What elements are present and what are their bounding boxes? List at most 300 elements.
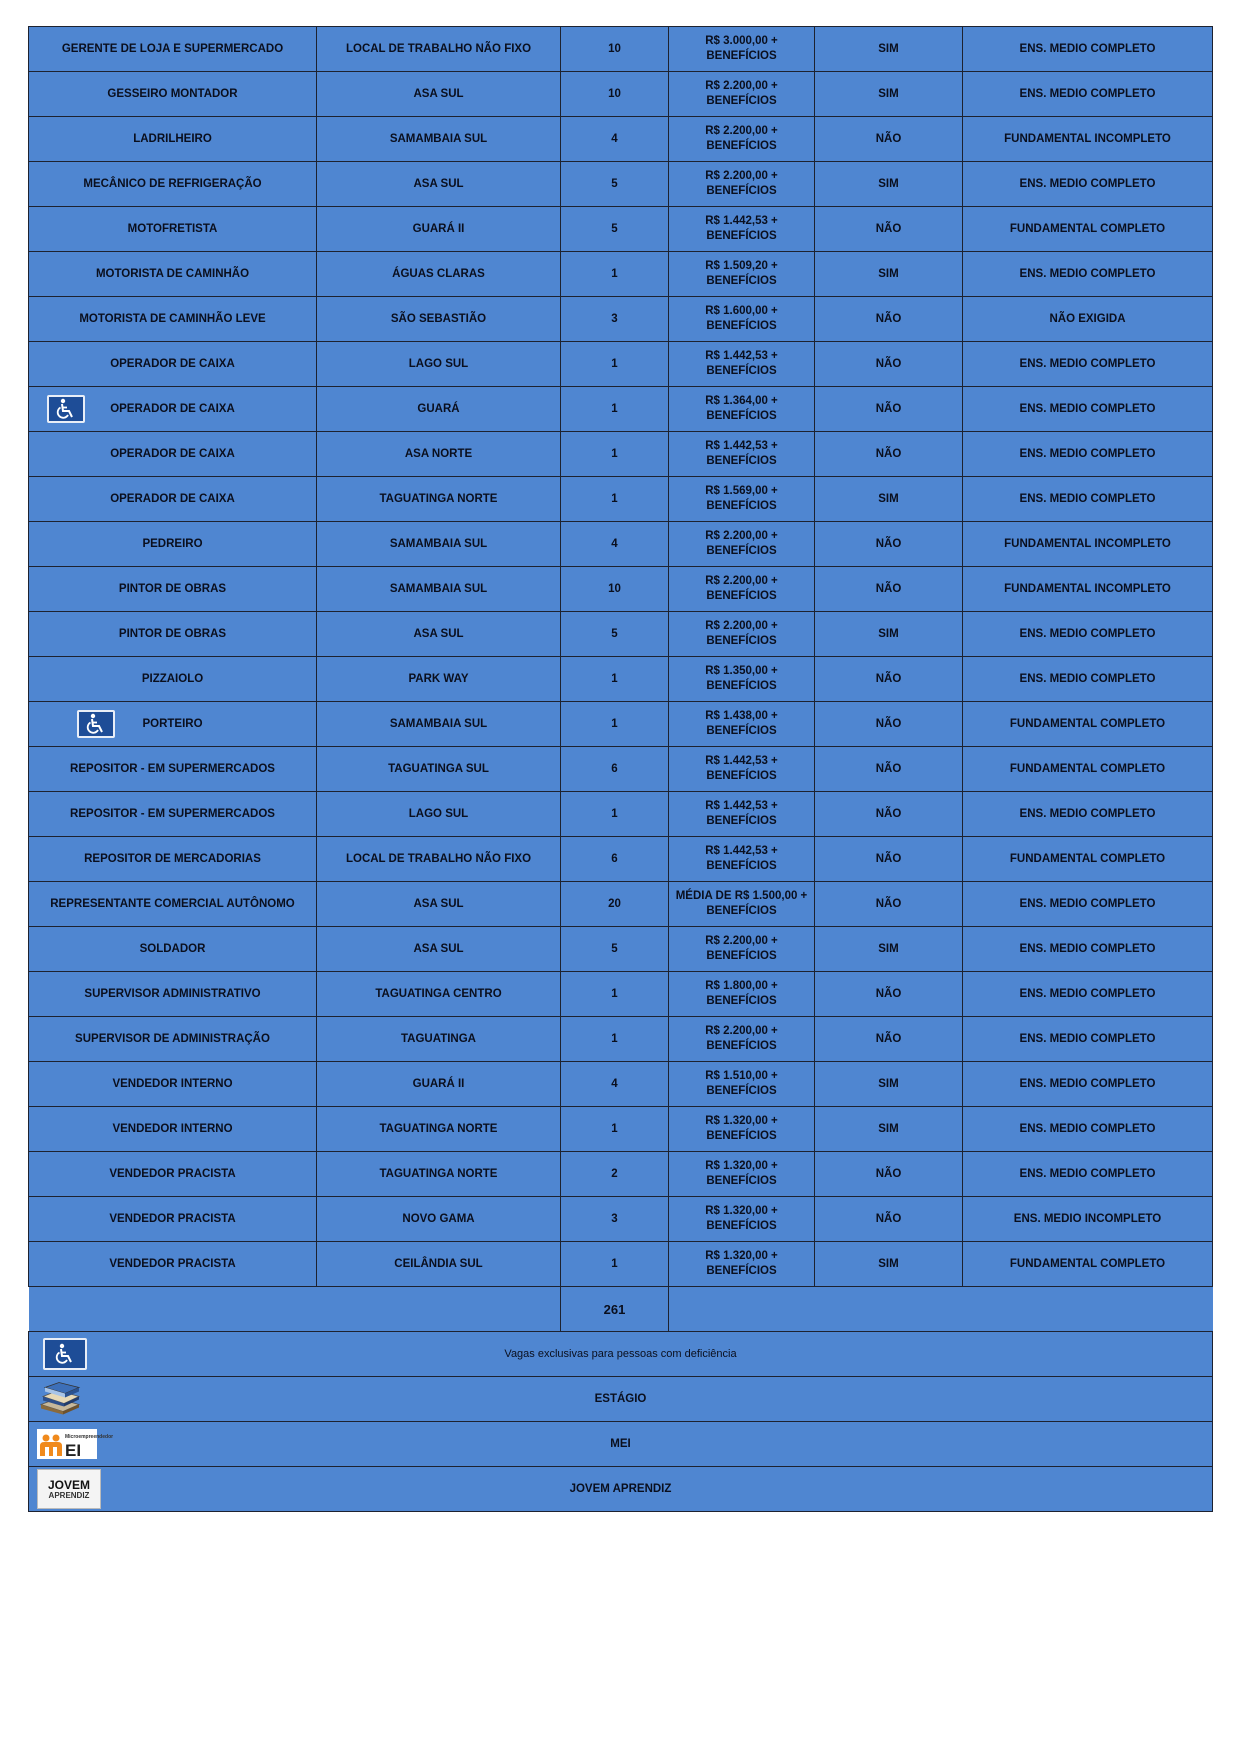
salary-line2: BENEFÍCIOS [706,410,777,422]
cell-experience: SIM [815,27,963,72]
cell-salary [669,252,815,297]
cell-role [29,117,317,162]
cell-vacancies: 10 [561,567,669,612]
cell-experience: SIM [815,612,963,657]
salary-line2: BENEFÍCIOS [706,365,777,377]
salary-line1: R$ 3.000,00 + [705,35,778,47]
cell-vacancies: 1 [561,477,669,522]
cell-vacancies: 1 [561,252,669,297]
cell-role [29,297,317,342]
role-text: PEDREIRO [142,537,203,550]
role-text: OPERADOR DE CAIXA [110,447,235,460]
role-text: REPOSITOR DE MERCADORIAS [84,852,261,865]
role-text: MECÂNICO DE REFRIGERAÇÃO [83,177,262,190]
table-row [29,657,1213,702]
cell-experience: NÃO [815,342,963,387]
cell-role [29,387,317,432]
cell-location: SAMAMBAIA SUL [317,702,561,747]
salary-line1: R$ 1.442,53 + [705,845,778,857]
salary-line1: R$ 2.200,00 + [705,1025,778,1037]
cell-salary [669,882,815,927]
cell-salary [669,792,815,837]
cell-role [29,342,317,387]
cell-salary [669,1152,815,1197]
total-row [29,1287,1213,1332]
salary-line2: BENEFÍCIOS [706,770,777,782]
table-row [29,162,1213,207]
table-row [29,702,1213,747]
salary-line1: R$ 1.509,20 + [705,260,778,272]
cell-education: FUNDAMENTAL INCOMPLETO [963,567,1213,612]
table-row [29,567,1213,612]
wheelchair-icon [43,1338,87,1370]
cell-experience: NÃO [815,1017,963,1062]
cell-location: TAGUATINGA SUL [317,747,561,792]
cell-experience: SIM [815,927,963,972]
cell-vacancies: 1 [561,657,669,702]
cell-location: PARK WAY [317,657,561,702]
salary-line2: BENEFÍCIOS [706,320,777,332]
cell-role [29,747,317,792]
salary-line1: R$ 1.350,00 + [705,665,778,677]
cell-role [29,927,317,972]
cell-role [29,1062,317,1107]
cell-location: SAMAMBAIA SUL [317,567,561,612]
cell-education: ENS. MEDIO COMPLETO [963,342,1213,387]
salary-line2: BENEFÍCIOS [706,455,777,467]
salary-line1: R$ 1.320,00 + [705,1160,778,1172]
cell-salary [669,1062,815,1107]
role-text: REPRESENTANTE COMERCIAL AUTÔNOMO [50,897,295,910]
cell-role [29,612,317,657]
salary-line1: R$ 1.800,00 + [705,980,778,992]
total-spacer [29,1287,561,1332]
cell-education: ENS. MEDIO COMPLETO [963,612,1213,657]
salary-line1: R$ 2.200,00 + [705,125,778,137]
cell-vacancies: 4 [561,117,669,162]
cell-salary [669,207,815,252]
table-footer [29,1287,1213,1512]
table-row [29,1197,1213,1242]
cell-role [29,657,317,702]
table-row [29,1152,1213,1197]
cell-location: ASA NORTE [317,432,561,477]
role-text: PORTEIRO [142,717,203,730]
cell-location: ÁGUAS CLARAS [317,252,561,297]
role-text: LADRILHEIRO [133,132,212,145]
role-text: OPERADOR DE CAIXA [110,402,235,415]
cell-education: FUNDAMENTAL COMPLETO [963,207,1213,252]
cell-location: LOCAL DE TRABALHO NÃO FIXO [317,837,561,882]
cell-experience: SIM [815,162,963,207]
cell-education: ENS. MEDIO COMPLETO [963,972,1213,1017]
cell-role [29,972,317,1017]
cell-vacancies: 1 [561,342,669,387]
cell-salary [669,297,815,342]
legend-row-estagio [29,1377,1213,1422]
cell-education: FUNDAMENTAL INCOMPLETO [963,117,1213,162]
cell-experience: NÃO [815,657,963,702]
legend-row-pcd [29,1332,1213,1377]
cell-role [29,1107,317,1152]
salary-line1: R$ 2.200,00 + [705,80,778,92]
salary-line1: R$ 1.438,00 + [705,710,778,722]
cell-salary [669,522,815,567]
role-text: PINTOR DE OBRAS [118,582,227,595]
table-row [29,477,1213,522]
cell-role [29,882,317,927]
cell-salary [669,657,815,702]
legend-row-jovem [29,1467,1213,1512]
cell-education: FUNDAMENTAL COMPLETO [963,702,1213,747]
salary-line2: BENEFÍCIOS [706,1265,777,1277]
jovem-aprendiz-logo [37,1469,101,1509]
salary-line1: R$ 1.442,53 + [705,215,778,227]
wheelchair-icon [77,710,115,738]
cell-role [29,162,317,207]
table-row [29,387,1213,432]
cell-education: ENS. MEDIO COMPLETO [963,792,1213,837]
legend-jovem-text: JOVEM APRENDIZ [569,1482,672,1495]
cell-role [29,1242,317,1287]
cell-salary [669,27,815,72]
table-row [29,207,1213,252]
salary-line2: BENEFÍCIOS [706,545,777,557]
cell-experience: NÃO [815,837,963,882]
role-text: REPOSITOR - EM SUPERMERCADOS [70,807,275,820]
cell-education: ENS. MEDIO COMPLETO [963,882,1213,927]
cell-location: GUARÁ II [317,207,561,252]
cell-education: ENS. MEDIO COMPLETO [963,72,1213,117]
table-row [29,117,1213,162]
salary-line1: R$ 1.320,00 + [705,1115,778,1127]
cell-salary [669,342,815,387]
cell-vacancies: 6 [561,747,669,792]
jovem-logo-line2: APRENDIZ [48,1490,90,1500]
cell-experience: NÃO [815,792,963,837]
cell-experience: NÃO [815,1197,963,1242]
role-text: PINTOR DE OBRAS [118,627,227,640]
cell-role [29,207,317,252]
table-row [29,1062,1213,1107]
salary-line2: BENEFÍCIOS [706,995,777,1007]
cell-vacancies: 1 [561,1107,669,1152]
total-vacancies: 261 [561,1287,669,1332]
cell-education: ENS. MEDIO COMPLETO [963,1062,1213,1107]
mei-logo-small-text: Microempreendedor [65,1434,114,1440]
role-text: GESSEIRO MONTADOR [107,87,238,100]
cell-salary [669,567,815,612]
cell-vacancies: 10 [561,72,669,117]
cell-location: TAGUATINGA NORTE [317,1152,561,1197]
mei-logo-text: EI [65,1441,82,1460]
cell-location: ASA SUL [317,882,561,927]
cell-education: ENS. MEDIO COMPLETO [963,387,1213,432]
role-text: VENDEDOR PRACISTA [109,1212,236,1225]
cell-experience: NÃO [815,117,963,162]
table-row [29,1107,1213,1152]
cell-salary [669,162,815,207]
cell-experience: SIM [815,72,963,117]
role-text: VENDEDOR INTERNO [112,1077,233,1090]
salary-line1: R$ 2.200,00 + [705,575,778,587]
cell-salary [669,117,815,162]
salary-line2: BENEFÍCIOS [706,635,777,647]
cell-vacancies: 5 [561,927,669,972]
table-row [29,927,1213,972]
legend-pcd-text: Vagas exclusivas para pessoas com deficiência [504,1347,737,1360]
cell-salary [669,747,815,792]
cell-education: ENS. MEDIO COMPLETO [963,477,1213,522]
salary-line1: R$ 1.442,53 + [705,440,778,452]
cell-role [29,1197,317,1242]
cell-vacancies: 5 [561,162,669,207]
salary-line2: BENEFÍCIOS [706,950,777,962]
cell-location: GUARÁ II [317,1062,561,1107]
cell-vacancies: 2 [561,1152,669,1197]
cell-location: TAGUATINGA [317,1017,561,1062]
cell-location: CEILÂNDIA SUL [317,1242,561,1287]
cell-role [29,1152,317,1197]
cell-salary [669,612,815,657]
cell-education: ENS. MEDIO COMPLETO [963,432,1213,477]
cell-salary [669,477,815,522]
role-text: GERENTE DE LOJA E SUPERMERCADO [61,42,284,55]
cell-vacancies: 1 [561,432,669,477]
salary-line1: R$ 1.510,00 + [705,1070,778,1082]
cell-education: ENS. MEDIO COMPLETO [963,162,1213,207]
role-text: VENDEDOR PRACISTA [109,1167,236,1180]
cell-role [29,477,317,522]
jovem-logo-line1: JOVEM [47,1477,90,1492]
salary-line2: BENEFÍCIOS [706,1220,777,1232]
table-row [29,252,1213,297]
table-row [29,27,1213,72]
salary-line1: R$ 1.442,53 + [705,800,778,812]
cell-vacancies: 1 [561,1017,669,1062]
salary-line1: R$ 2.200,00 + [705,620,778,632]
cell-experience: NÃO [815,567,963,612]
role-text: PIZZAIOLO [141,672,204,685]
salary-line2: BENEFÍCIOS [706,50,777,62]
role-text: MOTORISTA DE CAMINHÃO [95,267,250,280]
cell-location: ASA SUL [317,72,561,117]
cell-education: ENS. MEDIO COMPLETO [963,27,1213,72]
table-row [29,612,1213,657]
cell-vacancies: 1 [561,972,669,1017]
salary-line1: MÉDIA DE R$ 1.500,00 + [675,890,808,902]
cell-location: SAMAMBAIA SUL [317,522,561,567]
cell-location: LAGO SUL [317,792,561,837]
cell-role [29,1017,317,1062]
cell-education: ENS. MEDIO INCOMPLETO [963,1197,1213,1242]
cell-vacancies: 4 [561,522,669,567]
role-text: SUPERVISOR DE ADMINISTRAÇÃO [75,1032,270,1045]
cell-salary [669,1242,815,1287]
cell-vacancies: 20 [561,882,669,927]
cell-location: ASA SUL [317,612,561,657]
cell-education: FUNDAMENTAL INCOMPLETO [963,522,1213,567]
cell-vacancies: 3 [561,297,669,342]
salary-line2: BENEFÍCIOS [706,95,777,107]
cell-experience: SIM [815,252,963,297]
table-row [29,432,1213,477]
cell-education: FUNDAMENTAL COMPLETO [963,747,1213,792]
cell-salary [669,927,815,972]
salary-line1: R$ 1.364,00 + [705,395,778,407]
table-row [29,837,1213,882]
table-row [29,1242,1213,1287]
cell-role [29,432,317,477]
salary-line1: R$ 2.200,00 + [705,530,778,542]
cell-location: ASA SUL [317,162,561,207]
cell-salary [669,432,815,477]
job-table [28,26,1213,1512]
cell-experience: NÃO [815,702,963,747]
cell-experience: SIM [815,477,963,522]
role-text: VENDEDOR INTERNO [112,1122,233,1135]
cell-role [29,27,317,72]
cell-experience: NÃO [815,882,963,927]
mei-logo [37,1429,114,1460]
table-row [29,747,1213,792]
role-text: MOTOFRETISTA [127,222,218,235]
salary-line2: BENEFÍCIOS [706,815,777,827]
cell-education: FUNDAMENTAL COMPLETO [963,837,1213,882]
salary-line1: R$ 1.320,00 + [705,1250,778,1262]
table-row [29,882,1213,927]
role-text: OPERADOR DE CAIXA [110,492,235,505]
cell-education: ENS. MEDIO COMPLETO [963,1152,1213,1197]
cell-experience: NÃO [815,387,963,432]
cell-salary [669,72,815,117]
table-row [29,522,1213,567]
cell-salary [669,972,815,1017]
cell-experience: NÃO [815,297,963,342]
cell-salary [669,1197,815,1242]
cell-role [29,252,317,297]
cell-location: LAGO SUL [317,342,561,387]
cell-education: ENS. MEDIO COMPLETO [963,252,1213,297]
cell-salary [669,1017,815,1062]
salary-line1: R$ 1.442,53 + [705,350,778,362]
cell-location: LOCAL DE TRABALHO NÃO FIXO [317,27,561,72]
salary-line1: R$ 1.442,53 + [705,755,778,767]
role-text: OPERADOR DE CAIXA [110,357,235,370]
cell-education: FUNDAMENTAL COMPLETO [963,1242,1213,1287]
table-row [29,342,1213,387]
cell-experience: NÃO [815,747,963,792]
role-text: SOLDADOR [139,942,206,955]
salary-line2: BENEFÍCIOS [706,1130,777,1142]
cell-role [29,702,317,747]
cell-experience: NÃO [815,432,963,477]
salary-line2: BENEFÍCIOS [706,680,777,692]
cell-education: ENS. MEDIO COMPLETO [963,1017,1213,1062]
salary-line2: BENEFÍCIOS [706,275,777,287]
role-text: VENDEDOR PRACISTA [109,1257,236,1270]
salary-line1: R$ 1.569,00 + [705,485,778,497]
table-row [29,792,1213,837]
cell-salary [669,1107,815,1152]
cell-location: SAMAMBAIA SUL [317,117,561,162]
cell-vacancies: 5 [561,612,669,657]
cell-salary [669,702,815,747]
cell-experience: SIM [815,1062,963,1107]
cell-experience: SIM [815,1242,963,1287]
table-row [29,972,1213,1017]
cell-experience: NÃO [815,207,963,252]
cell-experience: NÃO [815,1152,963,1197]
cell-vacancies: 1 [561,792,669,837]
role-text: MOTORISTA DE CAMINHÃO LEVE [79,312,266,325]
salary-line2: BENEFÍCIOS [706,500,777,512]
salary-line2: BENEFÍCIOS [706,590,777,602]
salary-line2: BENEFÍCIOS [706,140,777,152]
salary-line1: R$ 2.200,00 + [705,935,778,947]
cell-role [29,72,317,117]
legend-mei-text: MEI [610,1437,631,1450]
table-row [29,1017,1213,1062]
salary-line2: BENEFÍCIOS [706,1085,777,1097]
cell-role [29,837,317,882]
role-text: SUPERVISOR ADMINISTRATIVO [84,987,261,1000]
cell-location: ASA SUL [317,927,561,972]
cell-salary [669,837,815,882]
job-table-body [29,27,1213,1287]
job-listing-sheet [28,26,1212,1512]
cell-education: ENS. MEDIO COMPLETO [963,657,1213,702]
cell-education: NÃO EXIGIDA [963,297,1213,342]
wheelchair-icon [47,395,85,423]
role-text: REPOSITOR - EM SUPERMERCADOS [70,762,275,775]
salary-line2: BENEFÍCIOS [706,1175,777,1187]
salary-line1: R$ 2.200,00 + [705,170,778,182]
salary-line2: BENEFÍCIOS [706,230,777,242]
cell-role [29,567,317,612]
cell-salary [669,387,815,432]
salary-line2: BENEFÍCIOS [706,725,777,737]
cell-vacancies: 5 [561,207,669,252]
salary-line2: BENEFÍCIOS [706,905,777,917]
cell-vacancies: 1 [561,387,669,432]
cell-experience: NÃO [815,972,963,1017]
legend-row-mei [29,1422,1213,1467]
cell-role [29,522,317,567]
cell-education: ENS. MEDIO COMPLETO [963,927,1213,972]
cell-role [29,792,317,837]
cell-location: SÃO SEBASTIÃO [317,297,561,342]
salary-line1: R$ 1.320,00 + [705,1205,778,1217]
cell-education: ENS. MEDIO COMPLETO [963,1107,1213,1152]
cell-experience: SIM [815,1107,963,1152]
cell-vacancies: 6 [561,837,669,882]
legend-estagio-text: ESTÁGIO [594,1392,647,1405]
cell-location: NOVO GAMA [317,1197,561,1242]
salary-line1: R$ 1.600,00 + [705,305,778,317]
cell-vacancies: 4 [561,1062,669,1107]
total-spacer-right [669,1287,1213,1332]
cell-location: TAGUATINGA NORTE [317,1107,561,1152]
cell-vacancies: 1 [561,702,669,747]
salary-line2: BENEFÍCIOS [706,860,777,872]
salary-line2: BENEFÍCIOS [706,185,777,197]
cell-experience: NÃO [815,522,963,567]
table-row [29,297,1213,342]
cell-vacancies: 10 [561,27,669,72]
cell-vacancies: 1 [561,1242,669,1287]
cell-location: GUARÁ [317,387,561,432]
